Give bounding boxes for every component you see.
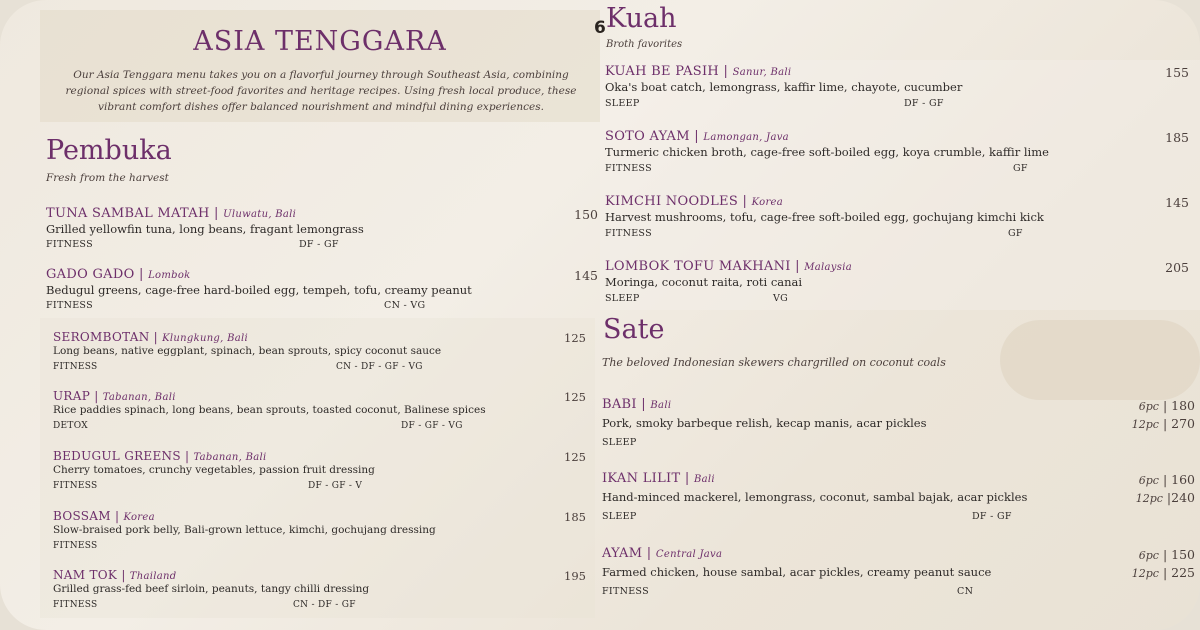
portion-label: 12pc <box>1135 492 1163 505</box>
item-description: Slow-braised pork belly, Bali-grown lettuce, kimchi, gochujang dressing <box>53 524 436 536</box>
item-diet: CN - DF - GF - VG <box>336 362 423 372</box>
menu-item: KIMCHI NOODLES | Korea Harvest mushrooms, tofu, cage-free soft-boiled egg, gochujang kimchi kick FITNESS GF 145 <box>605 194 1189 239</box>
item-price: 205 <box>1165 260 1189 275</box>
menu-title: ASIA TENGGARA <box>193 26 447 57</box>
item-diet: DF - GF <box>299 239 339 250</box>
item-origin: Lombok <box>148 270 191 281</box>
item-price: 125 <box>564 390 586 404</box>
item-name: IKAN LILIT <box>602 471 681 486</box>
menu-item: GADO GADO | Lombok Bedugul greens, cage-free hard-boiled egg, tempeh, tofu, creamy peanut FITNESS CN - VG 145 <box>46 267 598 311</box>
item-name: GADO GADO <box>46 267 135 282</box>
portion-label: 6pc <box>1138 549 1159 562</box>
menu-item: LOMBOK TOFU MAKHANI | Malaysia Moringa, coconut raita, roti canai SLEEP VG 205 <box>605 259 1189 304</box>
menu-item: URAP | Tabanan, Bali Rice paddies spinach, long beans, bean sprouts, toasted coconut, Balinese spices DETOX DF - GF - VG 125 <box>53 389 586 431</box>
item-diet: CN - VG <box>384 300 426 311</box>
item-origin: Malaysia <box>804 262 852 273</box>
item-price: | 270 <box>1162 416 1195 431</box>
item-tag: SLEEP <box>602 511 637 522</box>
item-description: Grilled yellowfin tuna, long beans, fragant lemongrass <box>46 222 364 236</box>
item-origin: Lamongan, Java <box>703 132 789 143</box>
page-number: 6 <box>594 18 606 38</box>
item-origin: Thailand <box>129 571 177 582</box>
item-diet: CN - DF - GF <box>293 600 356 610</box>
item-diet: DF - GF - VG <box>401 421 463 431</box>
menu-item: TUNA SAMBAL MATAH | Uluwatu, Bali Grilled yellowfin tuna, long beans, fragant lemongrass FITNESS DF - GF 150 <box>46 206 598 250</box>
portion-label: 12pc <box>1131 418 1159 431</box>
item-tag: FITNESS <box>53 600 98 610</box>
item-origin: Bali <box>650 400 672 411</box>
item-description: Bedugul greens, cage-free hard-boiled egg, tempeh, tofu, creamy peanut <box>46 283 472 297</box>
item-description: Farmed chicken, house sambal, acar pickles, creamy peanut sauce <box>602 565 992 579</box>
item-name: SOTO AYAM <box>605 129 690 144</box>
item-price: 125 <box>564 331 586 345</box>
menu-item: BOSSAM | Korea Slow-braised pork belly, Bali-grown lettuce, kimchi, gochujang dressing FITNESS 185 <box>53 509 586 551</box>
item-diet: DF - GF - V <box>308 481 363 491</box>
item-price: | 225 <box>1162 565 1195 580</box>
menu-item: BABI | Bali Pork, smoky barbeque relish, kecap manis, acar pickles SLEEP 6pc | 180 12pc | 270 <box>602 397 1195 448</box>
item-description: Hand-minced mackerel, lemongrass, coconut, sambal bajak, acar pickles <box>602 490 1028 504</box>
item-name: AYAM <box>602 546 643 561</box>
item-name: NAM TOK <box>53 568 118 582</box>
item-price: | 160 <box>1162 472 1195 487</box>
portion-label: 12pc <box>1131 567 1159 580</box>
item-origin: Central Java <box>655 549 723 560</box>
item-diet: DF - GF <box>972 511 1012 522</box>
price-large <box>1132 416 1195 431</box>
price-small <box>1139 398 1195 413</box>
item-diet: VG <box>773 293 789 304</box>
item-tag: SLEEP <box>602 437 637 448</box>
price-small <box>1139 547 1195 562</box>
item-description: Harvest mushrooms, tofu, cage-free soft-boiled egg, gochujang kimchi kick <box>605 210 1044 224</box>
item-name: KUAH BE PASIH <box>605 64 720 79</box>
menu-item: SOTO AYAM | Lamongan, Java Turmeric chicken broth, cage-free soft-boiled egg, koya crumble, kaffir lime FITNESS GF 185 <box>605 129 1189 174</box>
item-origin: Bali <box>694 474 715 485</box>
item-name: LOMBOK TOFU MAKHANI <box>605 259 791 274</box>
section-title-sate: Sate <box>603 314 665 345</box>
item-origin: Klungkung, Bali <box>162 333 248 344</box>
item-tag: FITNESS <box>53 362 98 372</box>
item-name: BABI <box>602 397 637 412</box>
item-name: SEROMBOTAN <box>53 330 150 344</box>
section-subtitle-kuah: Broth favorites <box>606 39 683 50</box>
item-description: Turmeric chicken broth, cage-free soft-boiled egg, koya crumble, kaffir lime <box>605 145 1049 159</box>
menu-item: SEROMBOTAN | Klungkung, Bali Long beans, native eggplant, spinach, bean sprouts, spicy coconut sauce FITNESS CN - DF - GF - VG 125 <box>53 330 586 372</box>
item-diet: DF - GF <box>904 98 944 109</box>
item-price: |240 <box>1166 490 1195 505</box>
item-name: BEDUGUL GREENS <box>53 449 181 463</box>
item-tag: FITNESS <box>605 163 652 174</box>
item-diet: GF <box>1008 228 1023 239</box>
item-tag: FITNESS <box>53 541 98 551</box>
item-origin: Tabanan, Bali <box>193 452 267 463</box>
section-subtitle-sate: The beloved Indonesian skewers chargrilled on coconut coals <box>602 356 946 369</box>
item-origin: Tabanan, Bali <box>102 392 176 403</box>
item-origin: Korea <box>751 197 784 208</box>
item-description: Grilled grass-fed beef sirloin, peanuts, tangy chilli dressing <box>53 583 370 595</box>
item-description: Moringa, coconut raita, roti canai <box>605 275 803 289</box>
item-tag: FITNESS <box>605 228 652 239</box>
price-small <box>1139 472 1195 487</box>
item-description: Long beans, native eggplant, spinach, bean sprouts, spicy coconut sauce <box>53 345 442 357</box>
item-origin: Uluwatu, Bali <box>223 209 297 220</box>
item-origin: Korea <box>123 512 155 523</box>
item-tag: FITNESS <box>46 300 93 311</box>
item-price: 145 <box>1165 195 1189 210</box>
item-price: 185 <box>564 510 586 524</box>
section-subtitle-pembuka: Fresh from the harvest <box>46 172 169 184</box>
item-price: 150 <box>574 207 598 222</box>
item-price: 185 <box>1165 130 1189 145</box>
menu-item: KUAH BE PASIH | Sanur, Bali Oka's boat catch, lemongrass, kaffir lime, chayote, cucumber SLEEP DF - GF 155 <box>605 64 1189 109</box>
menu-item: BEDUGUL GREENS | Tabanan, Bali Cherry tomatoes, crunchy vegetables, passion fruit dressing FITNESS DF - GF - V 125 <box>53 449 586 491</box>
item-tag: DETOX <box>53 421 88 431</box>
item-diet: CN <box>957 586 974 597</box>
item-name: TUNA SAMBAL MATAH <box>46 206 210 221</box>
section-title-kuah: Kuah <box>606 3 677 34</box>
paper-texture <box>1000 320 1200 400</box>
portion-label: 6pc <box>1138 474 1159 487</box>
item-price: | 180 <box>1162 398 1195 413</box>
menu-item: AYAM | Central Java Farmed chicken, house sambal, acar pickles, creamy peanut sauce FITNESS CN 6pc | 150 12pc | 225 <box>602 546 1195 597</box>
item-tag: SLEEP <box>605 293 640 304</box>
price-large <box>1132 565 1195 580</box>
item-price: | 150 <box>1162 547 1195 562</box>
menu-item: NAM TOK | Thailand Grilled grass-fed beef sirloin, peanuts, tangy chilli dressing FITNESS CN - DF - GF 195 <box>53 568 586 610</box>
item-description: Cherry tomatoes, crunchy vegetables, passion fruit dressing <box>53 464 375 476</box>
item-tag: FITNESS <box>602 586 649 597</box>
item-name: KIMCHI NOODLES <box>605 194 739 209</box>
item-description: Oka's boat catch, lemongrass, kaffir lime, chayote, cucumber <box>605 80 963 94</box>
menu-item: IKAN LILIT | Bali Hand-minced mackerel, lemongrass, coconut, sambal bajak, acar pickles SLEEP DF - GF 6pc | 160 12pc |240 <box>602 471 1195 522</box>
menu-intro: Our Asia Tenggara menu takes you on a flavorful journey through Southeast Asia, combining regional spices with street-food favorites and heritage recipes. Using fresh local produce, these vibrant comfort dishes offer balanced nourishment and mindful dining experiences. <box>65 69 577 113</box>
price-large <box>1136 490 1195 505</box>
item-price: 195 <box>564 569 586 583</box>
item-description: Pork, smoky barbeque relish, kecap manis, acar pickles <box>602 416 927 430</box>
item-price: 145 <box>574 268 598 283</box>
item-tag: FITNESS <box>53 481 98 491</box>
item-origin: Sanur, Bali <box>732 67 792 78</box>
section-title-pembuka: Pembuka <box>46 135 172 166</box>
item-name: URAP <box>53 389 91 403</box>
portion-label: 6pc <box>1138 400 1159 413</box>
item-tag: FITNESS <box>46 239 93 250</box>
item-diet: GF <box>1013 163 1028 174</box>
item-description: Rice paddies spinach, long beans, bean sprouts, toasted coconut, Balinese spices <box>53 404 486 416</box>
item-name: BOSSAM <box>53 509 111 523</box>
item-price: 155 <box>1165 65 1189 80</box>
item-tag: SLEEP <box>605 98 640 109</box>
item-price: 125 <box>564 450 586 464</box>
